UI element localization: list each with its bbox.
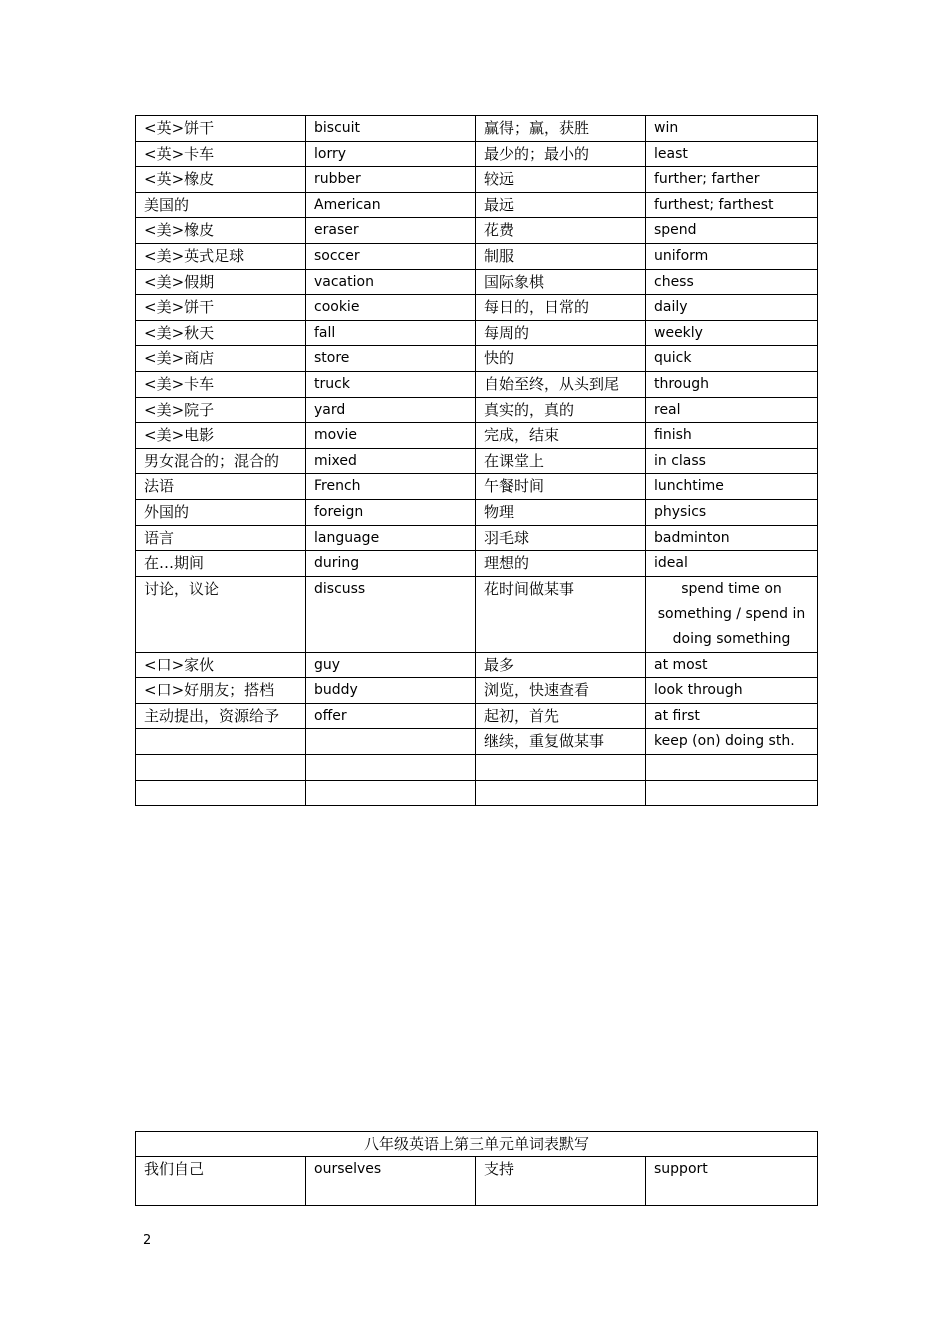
table-row (136, 243, 818, 269)
chinese-cell: 讨论，议论 (136, 576, 306, 652)
chinese-cell: 起初，首先 (476, 703, 646, 729)
english-cell: fall (306, 320, 476, 346)
chinese-cell: <口>好朋友；搭档 (136, 678, 306, 704)
english-cell (306, 780, 476, 806)
chinese-cell: <美>英式足球 (136, 243, 306, 269)
table-row (136, 474, 818, 500)
chinese-cell: 午餐时间 (476, 474, 646, 500)
chinese-cell: <美>院子 (136, 397, 306, 423)
english-cell: look through (646, 678, 818, 704)
chinese-cell: 主动提出，资源给予 (136, 703, 306, 729)
chinese-cell: <美>饼干 (136, 295, 306, 321)
english-cell: eraser (306, 218, 476, 244)
table-row (136, 448, 818, 474)
english-cell: buddy (306, 678, 476, 704)
unit3-vocab-table (135, 1131, 818, 1206)
chinese-cell: <英>饼干 (136, 116, 306, 142)
chinese-cell: 法语 (136, 474, 306, 500)
english-cell: soccer (306, 243, 476, 269)
english-cell: weekly (646, 320, 818, 346)
chinese-cell: 在…期间 (136, 551, 306, 577)
chinese-cell: <美>电影 (136, 423, 306, 449)
english-cell: keep (on) doing sth. (646, 729, 818, 755)
table-title: 八年级英语上第三单元单词表默写 (136, 1132, 818, 1157)
english-cell: in class (646, 448, 818, 474)
chinese-cell (136, 780, 306, 806)
chinese-cell: 制服 (476, 243, 646, 269)
chinese-cell: 花时间做某事 (476, 576, 646, 652)
english-cell: support (646, 1157, 818, 1206)
table-row (136, 269, 818, 295)
chinese-cell: 男女混合的；混合的 (136, 448, 306, 474)
english-cell: uniform (646, 243, 818, 269)
english-cell: spend time on something / spend in doing something (646, 576, 818, 652)
chinese-cell: 真实的，真的 (476, 397, 646, 423)
chinese-cell: <美>商店 (136, 346, 306, 372)
table-title-row (136, 1132, 818, 1157)
table-row (136, 525, 818, 551)
english-cell: lunchtime (646, 474, 818, 500)
english-cell: physics (646, 499, 818, 525)
english-cell: store (306, 346, 476, 372)
table-row (136, 320, 818, 346)
chinese-cell: 较远 (476, 167, 646, 193)
chinese-cell: 我们自己 (136, 1157, 306, 1206)
english-cell: language (306, 525, 476, 551)
table-row (136, 499, 818, 525)
chinese-cell: <美>橡皮 (136, 218, 306, 244)
chinese-cell: 国际象棋 (476, 269, 646, 295)
english-cell: lorry (306, 141, 476, 167)
english-cell: through (646, 371, 818, 397)
english-cell: chess (646, 269, 818, 295)
table-row (136, 141, 818, 167)
table-row (136, 780, 818, 806)
english-cell: vacation (306, 269, 476, 295)
chinese-cell: <美>假期 (136, 269, 306, 295)
english-cell: further; farther (646, 167, 818, 193)
chinese-cell: <英>橡皮 (136, 167, 306, 193)
english-cell: American (306, 192, 476, 218)
chinese-cell: 外国的 (136, 499, 306, 525)
table-row (136, 703, 818, 729)
english-cell: foreign (306, 499, 476, 525)
english-cell: cookie (306, 295, 476, 321)
english-cell (306, 729, 476, 755)
table-row (136, 295, 818, 321)
english-cell: at first (646, 703, 818, 729)
english-cell: finish (646, 423, 818, 449)
table-row (136, 346, 818, 372)
english-cell: spend (646, 218, 818, 244)
chinese-cell (136, 729, 306, 755)
english-cell: yard (306, 397, 476, 423)
english-cell (306, 755, 476, 781)
chinese-cell: 在课堂上 (476, 448, 646, 474)
page-number: 2 (143, 1233, 152, 1248)
table-row (136, 192, 818, 218)
table-row (136, 652, 818, 678)
english-cell: rubber (306, 167, 476, 193)
english-cell: ourselves (306, 1157, 476, 1206)
table-row (136, 167, 818, 193)
table-row (136, 397, 818, 423)
table-row (136, 423, 818, 449)
english-cell: biscuit (306, 116, 476, 142)
chinese-cell (476, 780, 646, 806)
english-cell: furthest; farthest (646, 192, 818, 218)
english-cell: offer (306, 703, 476, 729)
english-cell (646, 780, 818, 806)
chinese-cell: 赢得；赢，获胜 (476, 116, 646, 142)
table-row (136, 116, 818, 142)
chinese-cell: 继续，重复做某事 (476, 729, 646, 755)
table-row (136, 551, 818, 577)
english-cell: during (306, 551, 476, 577)
chinese-cell: 快的 (476, 346, 646, 372)
chinese-cell: <英>卡车 (136, 141, 306, 167)
english-cell: ideal (646, 551, 818, 577)
table-row (136, 218, 818, 244)
table-row (136, 576, 818, 652)
table-row (136, 371, 818, 397)
chinese-cell: 语言 (136, 525, 306, 551)
english-cell: guy (306, 652, 476, 678)
english-cell: daily (646, 295, 818, 321)
english-cell (646, 755, 818, 781)
table-row (136, 755, 818, 781)
chinese-cell (476, 755, 646, 781)
chinese-cell: 支持 (476, 1157, 646, 1206)
chinese-cell: 最远 (476, 192, 646, 218)
chinese-cell: 每日的，日常的 (476, 295, 646, 321)
english-cell: badminton (646, 525, 818, 551)
chinese-cell: 完成，结束 (476, 423, 646, 449)
chinese-cell: 美国的 (136, 192, 306, 218)
chinese-cell: 羽毛球 (476, 525, 646, 551)
chinese-cell (136, 755, 306, 781)
chinese-cell: 花费 (476, 218, 646, 244)
chinese-cell: 浏览，快速查看 (476, 678, 646, 704)
chinese-cell: 每周的 (476, 320, 646, 346)
english-cell: truck (306, 371, 476, 397)
table-row (136, 678, 818, 704)
english-cell: least (646, 141, 818, 167)
chinese-cell: <美>秋天 (136, 320, 306, 346)
vocab-table (135, 115, 818, 806)
english-cell: discuss (306, 576, 476, 652)
english-cell: mixed (306, 448, 476, 474)
chinese-cell: <口>家伙 (136, 652, 306, 678)
english-cell: quick (646, 346, 818, 372)
chinese-cell: 最少的；最小的 (476, 141, 646, 167)
table-row (136, 1157, 818, 1206)
chinese-cell: <美>卡车 (136, 371, 306, 397)
english-cell: win (646, 116, 818, 142)
chinese-cell: 物理 (476, 499, 646, 525)
english-cell: real (646, 397, 818, 423)
chinese-cell: 理想的 (476, 551, 646, 577)
english-cell: at most (646, 652, 818, 678)
chinese-cell: 自始至终，从头到尾 (476, 371, 646, 397)
english-cell: French (306, 474, 476, 500)
chinese-cell: 最多 (476, 652, 646, 678)
english-cell: movie (306, 423, 476, 449)
table-row (136, 729, 818, 755)
